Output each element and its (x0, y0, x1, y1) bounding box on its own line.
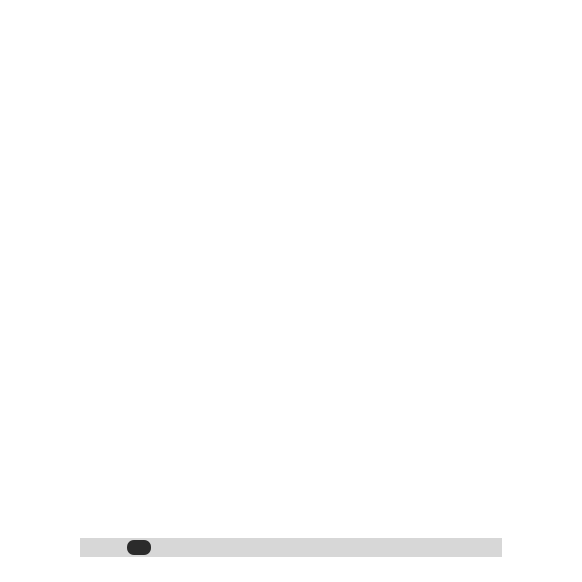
page-footer (80, 538, 502, 557)
page-number-badge (127, 540, 151, 555)
document-page (80, 30, 502, 557)
